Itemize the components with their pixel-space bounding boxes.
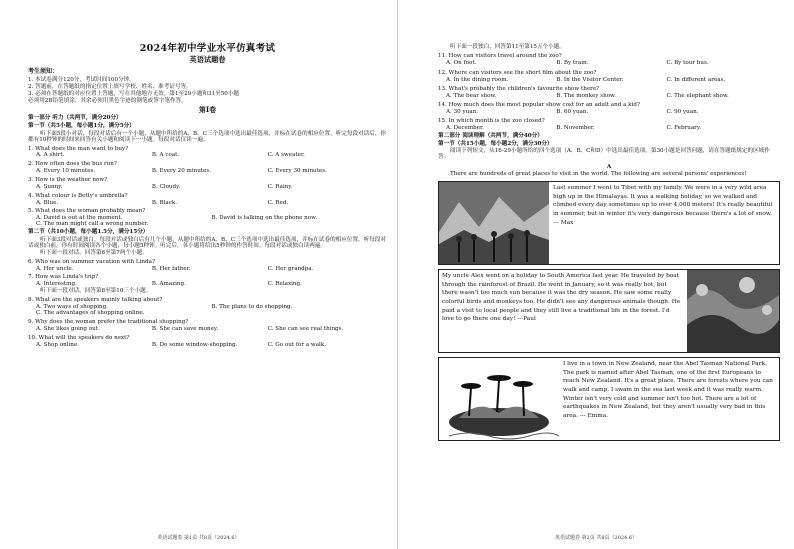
option-c: C. In different areas. [666,76,726,83]
section-heading: 第二节（共10小题，每小题1.5分，满分15分） [28,228,149,235]
question-4: 4. What colour is Betty's umbrella? [28,192,128,199]
option-b: B. Black. [151,199,178,206]
option-c: C. Her grandpa. [267,265,314,272]
options-13 [446,93,780,99]
story-body: Last summer I went to Tibet with my family. We were in a very wild area high up in the Himalayas. It was a walking holiday, so we walked and climbed every day sometimes up to over 4,000 meters! It's really beautiful in summer, but in winter it's very dangerous because there's a lot of snow. [553,184,773,217]
option-b: B. The plans to do shopping. [211,304,293,311]
volume-heading: 第Ⅰ卷 [198,104,217,114]
exam-page-right [397,0,794,549]
question-10: 10. What will the speakers do next? [28,334,130,341]
exam-subtitle: 英语试题卷 [189,55,226,65]
island-picture [439,358,559,440]
question-13: 13. What's probably the children's favourite show there? [438,85,600,92]
option-b: B. Amazing. [151,281,186,288]
page-footer: 英语试题卷 第2页 共8页（2024.6） [554,534,638,541]
question-15: 15. In which month is the zoo closed? [438,118,545,125]
story-max [438,181,780,265]
story-paul [438,269,780,353]
story-text [439,270,687,352]
option-a: A. Blue. [36,199,59,206]
option-a: A. The bear show. [446,92,497,99]
option-a: A. Every 10 minutes. [36,168,96,175]
option-c: C. By tour bus. [666,60,709,67]
option-c: C. Every 30 minutes. [267,168,327,175]
options-14 [446,109,780,115]
question-2: 2. How often does the bus run? [28,161,117,168]
option-a: A. She likes going out. [36,325,100,332]
option-a: A. Sunny. [36,183,63,190]
options-9 [36,326,387,332]
options-15 [446,125,780,131]
option-c: C. The man might call a wrong number. [36,221,149,228]
options-7 [36,281,387,287]
options-11 [446,60,780,66]
listening-prompt: 听下面一段对话，回答第8至第10三个小题。 [40,288,152,295]
passage-letter: A [606,163,612,170]
story-body: I live in a town in New Zealand, near the Abel Tasman National Park. The park is named after Abel Tasman, one of the first Europeans to reach New Zealand. It's a great place. There are forests where you can walk and camp. I swam in the sea last week and it was really warm. Winter isn't very cold and summer isn't too hot. There are a lot of earthquakes in New Zealand, but they aren't usually very bad in this area. [563,360,773,419]
options-1 [36,152,387,158]
notes-label: 考生须知： [28,68,59,76]
question-6: 6. Who was on summer vacation with Linda? [28,258,155,265]
option-c: C. She can see real things. [267,325,344,332]
section-instructions: 听下面5段小对话，每段对话后有一个小题，从题中所给的A、B、C三个选项中选出最佳选项，并标在试卷的相应位置。听完每段对话后，你都有10秒钟的时间来回答有关小题和阅读下一小题。每段对话仅读一遍。 [28,130,387,143]
options-3 [36,184,387,190]
question-9: 9. Why does the woman prefer the traditional shopping? [28,318,189,325]
story-signature: --- Emma. [579,412,609,419]
option-b: B. A coat. [151,152,180,159]
section-instructions: 听下面3段对话或独白。每段对话或独白后有几个小题，从题中所给的A、B、C三个选项中选出最佳选项，并标在试卷的相应位置。听每段对话或独白前，你有时间阅读各个小题，每小题5秒钟。听完后，各小题将给出5秒钟的作答时间。每段对话或独白读两遍。 [28,236,387,249]
part-heading: 第一部分 听力（共两节，满分20分） [28,115,122,122]
option-b: B. Every 20 minutes. [151,168,212,175]
options-4 [36,200,387,206]
question-5: 5. What does the woman probably mean? [28,208,146,215]
section-instructions: 阅读下列短文，从16-29小题所给的四个选项（A、B、C和D）中选出最佳选项。第30小题是回答问题，请在答题纸规定的区域作答。 [438,148,770,161]
story-text [559,358,779,440]
part-heading: 第二部分 阅读理解（共两节，满分40分） [438,132,543,139]
option-a: A. 30 yuan. [446,109,478,116]
story-text [549,182,779,264]
passage-intro: There are hundreds of great places to visit in the world. The following are several persons' experiences! [450,170,747,177]
option-c: C. 90 yuan. [666,109,699,116]
notes-list [28,77,387,104]
question-3: 3. How is the weather now? [28,176,108,183]
question-11: 11. How can visitors travel around the zoo? [438,53,562,60]
option-a: A. Two ways of shopping. [36,304,108,311]
options-10 [36,342,387,348]
option-b: B. 60 yuan. [556,109,589,116]
option-b: B. In the Visitor Center. [556,76,624,83]
option-b: B. November. [556,125,595,132]
question-14: 14. How much does the most popular show cost for an adult and a kid? [438,102,640,109]
option-a: A. On foot. [446,60,477,67]
option-b: B. David is talking on the phone now. [211,215,318,222]
question-8: 8. What are the speakers mainly talking about? [28,297,163,304]
note-item: 1. 本试卷满分120分，考试时间100分钟。 [28,76,135,83]
option-b: B. Her father. [151,265,191,272]
options-6 [36,266,387,272]
options-5c [36,221,387,227]
option-c: C. Rainy. [267,183,293,190]
option-c: C. Relaxing. [267,281,302,288]
options-2 [36,168,387,174]
note-item: 必须用2B铅笔填涂，其余必须用黑色字迹的钢笔或签字笔作答。 [28,97,187,104]
question-12: 12. Where can visitors see the short film about the zoo? [438,69,597,76]
question-7: 7. How was Linda's trip? [28,274,99,281]
options-12 [446,77,780,83]
option-b: B. She can save money. [151,325,219,332]
option-a: A. Shop online. [36,341,79,348]
option-c: C. Red. [267,199,289,206]
question-1: 1. What does the man want to buy? [28,145,129,152]
option-a: A. David is out at the moment. [36,215,123,222]
option-c: C. The advantages of shopping online. [36,310,145,317]
option-c: C. A sweater. [267,152,305,159]
story-signature: ---Paul [517,316,536,323]
section-heading: 第一节（共5小题，每小题1分，满分5分） [28,123,135,130]
options-8c [36,310,387,316]
option-a: A. December. [446,125,484,132]
option-a: A. Her uncle. [36,265,74,272]
option-c: C. February. [666,125,702,132]
note-item: 3. 必须在答题纸的对应位置上答题，写在其他地方无效。第1至29小题和31至50小题 [28,90,240,97]
option-c: C. Go out for a walk. [267,341,326,348]
story-signature: --- Max [553,219,574,226]
option-a: A. Interesting. [36,281,77,288]
page-footer: 英语试题卷 第1页 共8页（2024.6） [157,534,240,541]
story-body: My uncle Alex went on a holiday to South America last year. He traveled by boat through the rainforest of Brazil. He went in January, so it was really hot, but there wasn't too much sun because it was the dry season. He saw some really colorful birds and monkeys too. He didn't see any dangerous animals though. He paid a visit to local people and they still live a traditional life in the forest. I'd love to go there one day! [442,272,681,323]
listening-prompt: 听下面一段对话，回答第6至第7两个小题。 [40,249,148,256]
option-b: B. The monkey show. [556,92,616,99]
option-a: A. In the dining room. [446,76,509,83]
option-c: C. The elephant show. [666,92,729,99]
option-b: B. Do some window-shopping. [151,341,238,348]
story-emma [438,357,780,441]
mountain-picture [439,182,549,264]
section-heading: 第一节（共15小题，每小题2分，满分30分） [438,140,553,147]
note-item: 2. 答题前，在答题纸的指定位置上填写学校、姓名、准考证号等。 [28,83,192,90]
rainforest-picture [687,270,779,352]
option-b: B. By train. [556,60,589,67]
option-a: A. A shirt. [36,152,65,159]
exam-title: 2024年初中学业水平仿真考试 [139,43,276,54]
listening-prompt: 听下面一段独白，回答第11至第15五个小题。 [450,44,565,50]
option-b: B. Cloudy. [151,183,181,190]
